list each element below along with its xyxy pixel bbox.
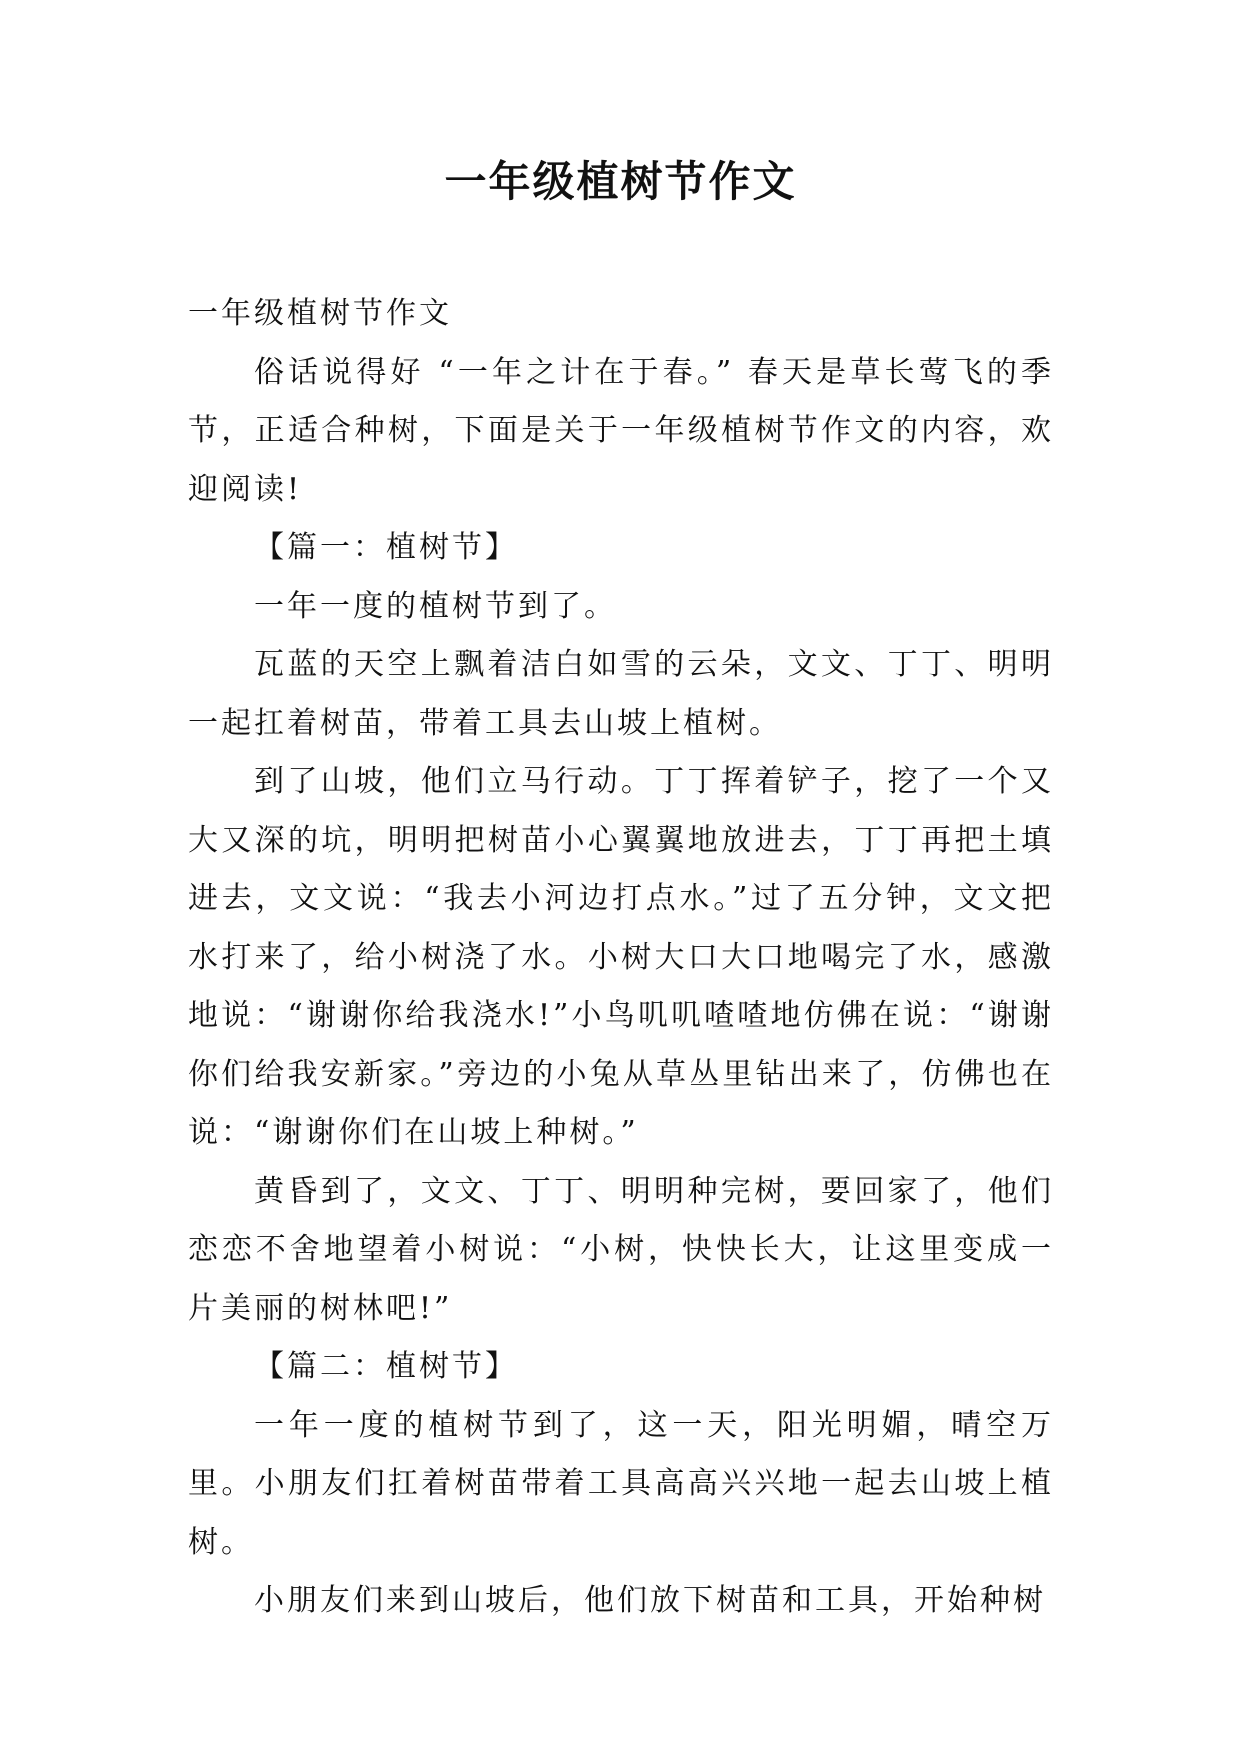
section-heading-1: 【篇一：植树节】 [254,530,518,565]
paragraph: 一年一度的植树节到了。 [254,588,617,624]
subtitle-line: 一年级植树节作文 [188,296,452,331]
paragraph: 小朋友们来到山坡后，他们放下树苗和工具，开始种树 [254,1583,1046,1618]
paragraph: 一年一度的植树节到了，这一天，阳光明媚，晴空万里。小朋友们扛着树苗带着工具高高兴兴地一起去山坡上植树。 [188,1407,1054,1560]
section-heading-2: 【篇二：植树节】 [254,1349,518,1384]
paragraph: 到了山坡，他们立马行动。丁丁挥着铲子，挖了一个又大又深的坑，明明把树苗小心翼翼地放进去，丁丁再把土填进去，文文说：“我去小河边打点水。”过了五分钟，文文把水打来了，给小树浇了水。小树大口大口地喝完了水，感激地说：“谢谢你给我浇水!”小鸟叽叽喳喳地仿佛在说：“谢谢你们给我安新家。”旁边的小兔从草丛里钻出来了，仿佛也在说：“谢谢你们在山坡上种树。” [188,764,1054,1150]
paragraph: 黄昏到了，文文、丁丁、明明种完树，要回家了，他们恋恋不舍地望着小树说：“小树，快快长大，让这里变成一片美丽的树林吧!” [188,1173,1054,1326]
intro-paragraph: 俗话说得好 “一年之计在于春。” 春天是草长莺飞的季节，正适合种树，下面是关于一年级植树节作文的内容，欢迎阅读! [188,354,1054,507]
paragraph: 瓦蓝的天空上飘着洁白如雪的云朵，文文、丁丁、明明一起扛着树苗，带着工具去山坡上植树。 [188,647,1054,741]
document-title: 一年级植树节作文 [444,157,797,206]
document-body [188,285,1054,1631]
